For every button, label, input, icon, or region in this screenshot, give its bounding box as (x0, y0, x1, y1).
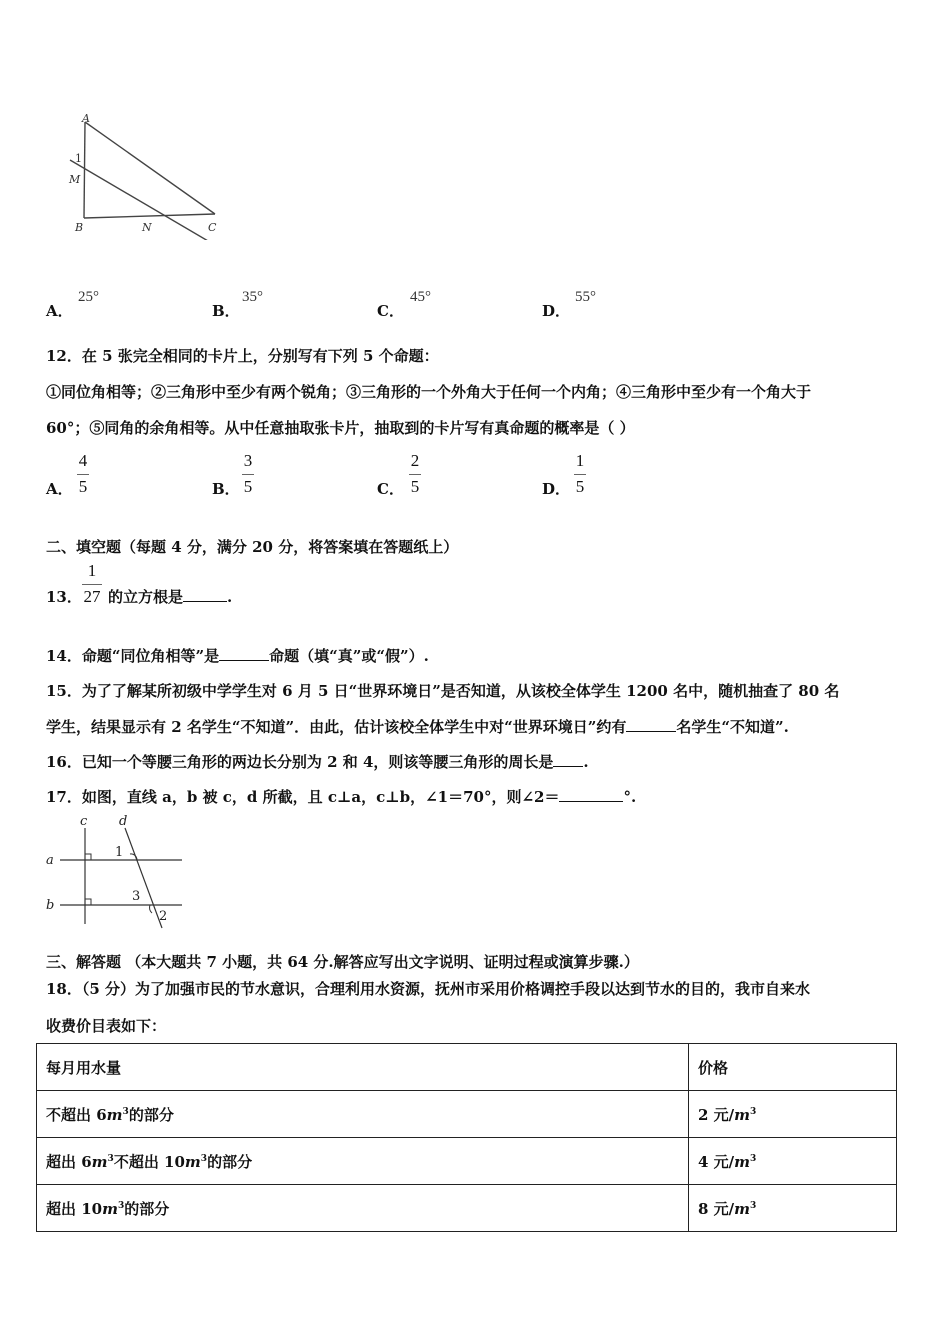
usage-text: 的部分 (128, 1105, 174, 1124)
denominator: 27 (83, 587, 101, 606)
usage-cell (37, 1091, 689, 1138)
table-header-row (37, 1044, 897, 1091)
q16-answer-blank[interactable] (553, 752, 583, 767)
q11-option-c-letter[interactable]: C． (377, 302, 404, 320)
denominator: 5 (410, 477, 420, 496)
q11-option-d-value: 55° (575, 289, 596, 305)
q11-option-b-value: 35° (242, 289, 263, 305)
q11-option-a-value: 25° (78, 289, 99, 305)
section-3-title: 三、解答题 （本大题共 7 小题，共 64 分.解答应写出文字说明、证明过程或演算步骤.） (46, 953, 639, 971)
denominator: 5 (243, 477, 253, 496)
right-angle-mark-bottom (85, 899, 91, 905)
section-2-title: 二、填空题（每题 4 分，满分 20 分，将答案填在答题纸上） (46, 538, 459, 556)
exponent: 3 (200, 1153, 208, 1164)
q11-option-c-value: 45° (410, 289, 431, 305)
q11-option-b-letter[interactable]: B． (212, 302, 240, 320)
price-cell (689, 1091, 897, 1138)
water-fee-table (36, 1043, 897, 1232)
price-cell (689, 1185, 897, 1232)
label-c: C (208, 221, 217, 234)
label-a: a (46, 853, 54, 868)
usage-text: 超出 6 (46, 1152, 92, 1171)
angle-2-arc (149, 905, 152, 913)
q15-line1: 15．为了了解某所初级中学学生对 6 月 5 日“世界环境日”是否知道，从该校全体学生 1200 名中，随机抽查了 80 名 (46, 682, 840, 700)
q14-line (46, 645, 429, 666)
label-b: B (75, 221, 84, 234)
usage-text: 不超出 10 (113, 1152, 185, 1171)
q11-option-d-letter[interactable]: D． (542, 302, 571, 320)
unit: m (734, 1105, 751, 1124)
header-price: 价格 (689, 1044, 897, 1091)
q16-after: . (583, 753, 589, 771)
segment-bc (84, 214, 215, 218)
q16-before: 16．已知一个等腰三角形的两边长分别为 2 和 4，则该等腰三角形的周长是 (46, 753, 554, 771)
q17-after: °. (623, 788, 637, 806)
usage-text: 的部分 (207, 1152, 253, 1171)
q12-stem-line1: 12．在 5 张完全相同的卡片上，分别写有下列 5 个命题： (46, 347, 439, 365)
usage-text: 不超出 6 (46, 1105, 107, 1124)
q17-line (46, 786, 636, 807)
q12-option-c-letter[interactable]: C． (377, 480, 404, 498)
price-text: 4 元/ (698, 1152, 735, 1171)
label-m: M (69, 173, 81, 186)
q12-option-c-fraction (409, 452, 421, 496)
q17-answer-blank[interactable] (559, 787, 623, 802)
usage-cell (37, 1185, 689, 1232)
q13-fraction (82, 562, 102, 606)
table-row (37, 1185, 897, 1232)
segment-ab (84, 122, 85, 218)
price-cell (689, 1138, 897, 1185)
exponent: 3 (107, 1153, 114, 1164)
q11-option-a-letter[interactable]: A． (46, 302, 73, 320)
label-2: 2 (159, 909, 168, 924)
numerator: 1 (87, 561, 97, 580)
unit: m (106, 1105, 123, 1124)
parallel-lines-figure (40, 812, 190, 930)
q15-answer-blank[interactable] (626, 717, 676, 732)
q12-option-b-letter[interactable]: B． (212, 480, 240, 498)
q12-option-d-fraction (574, 452, 586, 496)
exponent: 3 (122, 1106, 129, 1117)
q14-answer-blank[interactable] (219, 646, 269, 661)
unit: m (184, 1152, 201, 1171)
q13-stem: 的立方根是 (108, 588, 184, 606)
unit: m (734, 1152, 751, 1171)
q15-before: 学生，结果显示有 2 名学生“不知道”．由此，估计该校全体学生中对“世界环境日”约有 (46, 718, 627, 736)
denominator: 5 (575, 477, 585, 496)
q12-option-a-letter[interactable]: A． (46, 480, 73, 498)
q18-line1: 18．（5 分）为了加强市民的节水意识，合理利用水资源，抚州市采用价格调控手段以达到节水的目的，我市自来水 (46, 980, 811, 998)
q16-line (46, 751, 589, 772)
q15-after: 名学生“不知道”. (676, 718, 789, 736)
q13-answer-blank[interactable] (183, 587, 227, 602)
label-b: b (46, 898, 55, 913)
usage-text: 的部分 (124, 1199, 170, 1218)
label-d: d (119, 814, 128, 829)
numerator: 2 (410, 451, 420, 470)
label-c: c (80, 814, 88, 829)
right-angle-mark-top (85, 854, 91, 860)
q17-before: 17．如图，直线 a，b 被 c，d 所截，且 c⊥a，c⊥b，∠1＝70°，则∠2＝ (46, 788, 560, 806)
line-d (125, 828, 162, 928)
price-text: 8 元/ (698, 1199, 735, 1218)
q14-after: 命题（填“真”或“假”）. (269, 647, 429, 665)
numerator: 3 (243, 451, 253, 470)
q12-stem-line2: ①同位角相等；②三角形中至少有两个锐角；③三角形的一个外角大于任何一个内角；④三角形中至少有一个角大于 (46, 383, 812, 401)
label-3: 3 (132, 889, 141, 904)
exponent: 3 (750, 1153, 757, 1164)
usage-text: 超出 10 (46, 1199, 103, 1218)
header-usage: 每月用水量 (37, 1044, 689, 1091)
table-row (37, 1091, 897, 1138)
q13-text (108, 586, 232, 607)
q12-option-d-letter[interactable]: D． (542, 480, 571, 498)
q14-before: 14．命题“同位角相等”是 (46, 647, 220, 665)
denominator: 5 (78, 477, 88, 496)
table-row (37, 1138, 897, 1185)
q15-line2 (46, 716, 789, 737)
label-n: N (142, 221, 152, 234)
label-1: 1 (115, 845, 124, 860)
label-1: 1 (75, 152, 82, 165)
q13-end: . (227, 588, 233, 606)
triangle-figure (60, 110, 230, 240)
unit: m (102, 1199, 118, 1218)
q18-line2: 收费价目表如下： (46, 1017, 167, 1035)
numerator: 4 (78, 451, 88, 470)
unit: m (734, 1199, 751, 1218)
q13-prefix: 13． (46, 588, 82, 606)
q12-option-a-fraction (77, 452, 89, 496)
usage-cell (37, 1138, 689, 1185)
exponent: 3 (117, 1200, 125, 1211)
q12-stem-line3: 60°；⑤同角的余角相等。从中任意抽取张卡片，抽取到的卡片写有真命题的概率是（ ） (46, 419, 635, 437)
q12-option-b-fraction (242, 452, 254, 496)
exponent: 3 (750, 1200, 757, 1211)
segment-ac (85, 122, 215, 214)
exponent: 3 (750, 1106, 757, 1117)
label-a: A (82, 112, 90, 125)
numerator: 1 (575, 451, 585, 470)
price-text: 2 元/ (698, 1105, 735, 1124)
unit: m (91, 1152, 108, 1171)
